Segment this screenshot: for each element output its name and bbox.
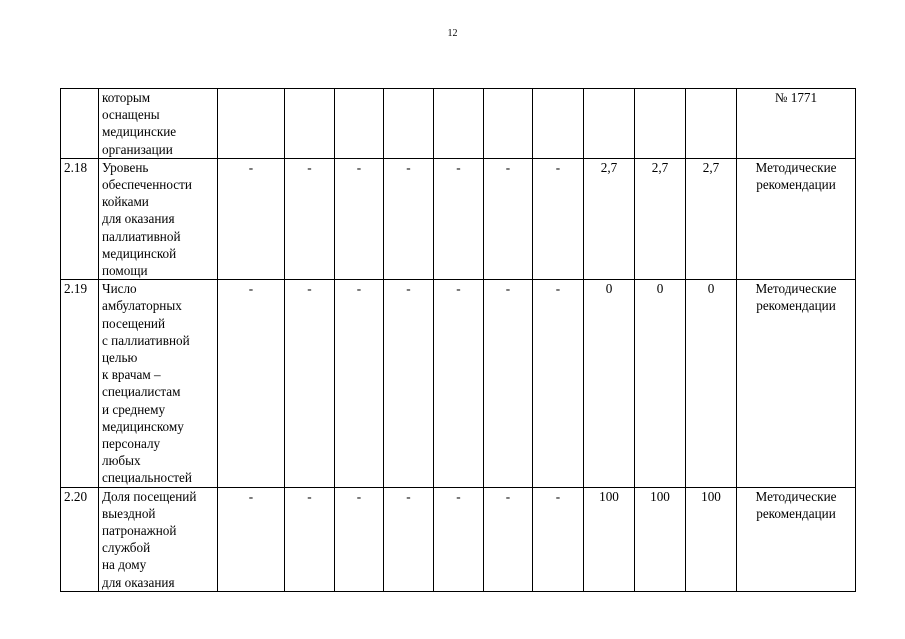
value-cell: - (285, 158, 335, 279)
value-cell: - (335, 280, 384, 487)
indicator-name-line: организации (102, 141, 173, 157)
value-cell (335, 89, 384, 159)
value-cell (285, 89, 335, 159)
value-cell: - (384, 158, 434, 279)
indicator-name-line: Уровень (102, 159, 149, 175)
value-cell (584, 89, 635, 159)
indicator-name-line: паллиативной (102, 228, 181, 244)
value-cell: 100 (635, 487, 686, 591)
row-number: 2.19 (61, 280, 99, 487)
indicator-name-line: персоналу (102, 436, 161, 452)
source-cell: Методические рекомендации (737, 487, 856, 591)
indicator-name-line: специалистам (102, 384, 181, 400)
indicator-name-line: патронажной (102, 523, 177, 539)
indicator-name-line: службой (102, 540, 151, 556)
value-cell: - (285, 487, 335, 591)
value-cell: - (484, 487, 533, 591)
table-row-continuation (61, 89, 856, 159)
value-cell: - (484, 280, 533, 487)
row-number: 2.18 (61, 158, 99, 279)
indicator-name-line: Число (102, 281, 137, 297)
indicator-name-line: медицинскому (102, 418, 184, 434)
value-cell (384, 89, 434, 159)
value-cell: 0 (584, 280, 635, 487)
table-row-2-18 (61, 158, 856, 279)
value-cell: - (434, 280, 484, 487)
value-cell: - (285, 280, 335, 487)
indicator-name-line: которым (102, 90, 151, 105)
value-cell: - (335, 158, 384, 279)
indicator-name-line: целью (102, 350, 138, 366)
value-cell: 0 (635, 280, 686, 487)
value-cell (686, 89, 737, 159)
page-number: 12 (447, 28, 458, 39)
indicator-name (99, 487, 218, 591)
indicator-name-line: выездной (102, 505, 156, 521)
row-number (61, 89, 99, 159)
indicator-name-line: амбулаторных (102, 298, 182, 314)
value-cell: - (434, 487, 484, 591)
value-cell: 0 (686, 280, 737, 487)
value-cell: - (218, 280, 285, 487)
table-row-2-19 (61, 280, 856, 487)
indicator-name-line: Доля посещений (102, 488, 197, 504)
value-cell: - (533, 280, 584, 487)
indicator-name-line: специальностей (102, 470, 192, 486)
value-cell: - (384, 487, 434, 591)
indicator-name-line: любых (102, 453, 141, 469)
indicator-name (99, 89, 218, 159)
indicator-name (99, 280, 218, 487)
value-cell (434, 89, 484, 159)
value-cell (635, 89, 686, 159)
indicator-name-line: с паллиативной (102, 332, 190, 348)
indicator-name-line: оснащены (102, 107, 160, 123)
indicator-name-line: на дому (102, 557, 147, 573)
value-cell: 100 (584, 487, 635, 591)
table-row-2-20 (61, 487, 856, 591)
value-cell (484, 89, 533, 159)
indicator-name (99, 158, 218, 279)
value-cell: - (384, 280, 434, 487)
value-cell: - (484, 158, 533, 279)
indicator-name-line: обеспеченности (102, 177, 192, 193)
indicator-name-line: для оказания (102, 211, 175, 227)
value-cell: 2,7 (635, 158, 686, 279)
value-cell: - (533, 487, 584, 591)
indicator-name-line: для оказания (102, 574, 175, 590)
indicator-name-line: посещений (102, 315, 166, 331)
indicator-name-line: к врачам – (102, 367, 161, 383)
value-cell: - (335, 487, 384, 591)
indicator-name-line: медицинской (102, 245, 177, 261)
indicator-name-line: и среднему (102, 401, 166, 417)
value-cell: 2,7 (686, 158, 737, 279)
value-cell: 100 (686, 487, 737, 591)
source-cell: Методические рекомендации (737, 158, 856, 279)
value-cell: 2,7 (584, 158, 635, 279)
indicator-name-line: койками (102, 194, 149, 210)
indicator-name-line: помощи (102, 263, 148, 279)
value-cell: - (218, 487, 285, 591)
row-number: 2.20 (61, 487, 99, 591)
source-cell: № 1771 (737, 89, 856, 159)
indicators-table (60, 88, 856, 592)
value-cell: - (434, 158, 484, 279)
value-cell (218, 89, 285, 159)
value-cell (533, 89, 584, 159)
source-cell: Методические рекомендации (737, 280, 856, 487)
value-cell: - (218, 158, 285, 279)
value-cell: - (533, 158, 584, 279)
indicator-name-line: медицинские (102, 124, 177, 140)
